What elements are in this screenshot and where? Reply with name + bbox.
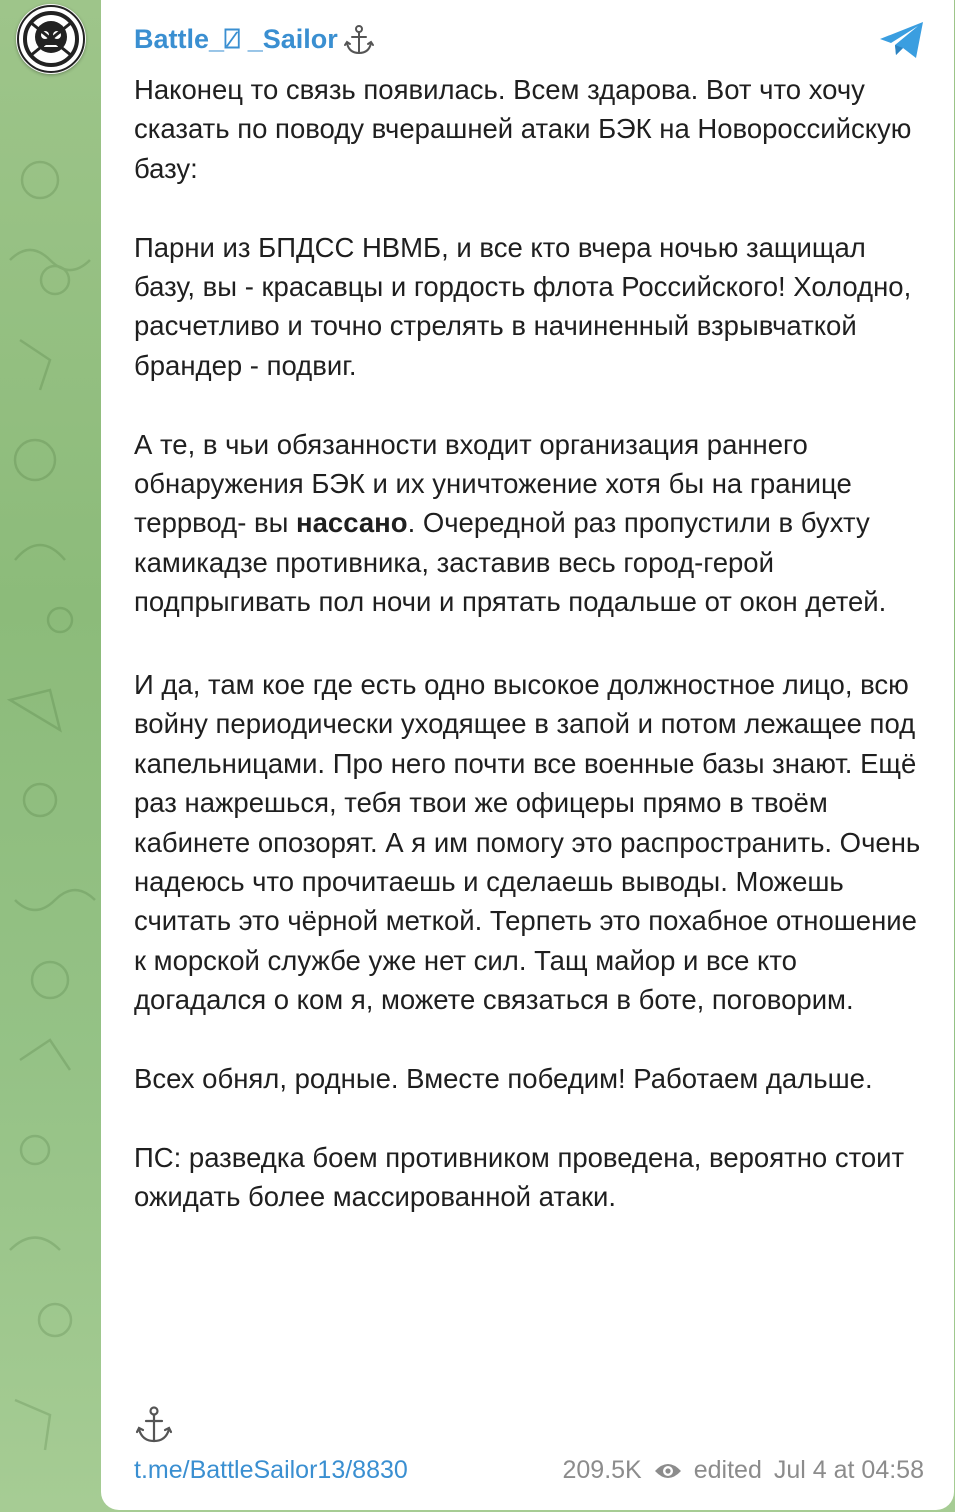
paragraph-text: . Очередной раз пропустили в бухту камикадзе противника, заставив весь город-герой подпрыгивать пол ночи и прятать подальше от окон детей. xyxy=(134,507,887,618)
message-paragraph: Всех обнял, родные. Вместе победим! Работаем дальше. xyxy=(134,1063,873,1095)
channel-avatar[interactable] xyxy=(16,4,86,74)
telegram-plane-icon[interactable] xyxy=(878,20,926,60)
bold-text: нассано xyxy=(296,507,408,539)
message-meta xyxy=(563,1456,925,1485)
message-bubble xyxy=(101,0,954,1510)
eye-icon xyxy=(654,1461,682,1481)
message-footer xyxy=(134,1452,924,1492)
message-paragraph: Наконец то связь появилась. Всем здарова. Вот что хочу сказать по поводу вчерашней атаки БЭК на Новороссийскую базу: xyxy=(134,74,912,184)
view-count: 209.5K xyxy=(562,1456,642,1484)
message-paragraph: И да, там кое где есть одно высокое должностное лицо, всю войну периодически уходящее в запой и потом лежащее под капельницами. Про него почти все военные базы знают. Ещё раз нажрешься, тебя твои же офицеры прямо в твоём кабинете опозорят. А я им помогу это распространить. Очень надеюсь что прочитаешь и сделаешь выводы. Можешь считать это чёрной меткой. Терпеть это похабное отношение к морской службе уже нет сил. Тащ майор и все кто догадался о ком я, можете связаться в боте, поговорим. xyxy=(134,669,921,1016)
anchor-icon xyxy=(342,23,376,57)
edited-label: edited xyxy=(693,1456,762,1484)
message-paragraph: Парни из БПДСС НВМБ, и все кто вчера ночью защищал базу, вы - красавцы и гордость флота Российского! Холодно, расчетливо и точно стрелять в начиненный взрывчаткой брандер - подвиг. xyxy=(134,231,912,381)
message-header xyxy=(134,20,376,60)
paragraph-text: А те, в чьи обязанности входит организация раннего обнаружения БЭК и их уничтожение хотя бы на границе террвод- вы xyxy=(134,428,852,539)
anchor-icon xyxy=(134,1405,174,1445)
channel-avatar-skull-logo xyxy=(16,4,86,74)
message-paragraph: ПС: разведка боем противником проведена, вероятно стоит ожидать более массированной атаки. xyxy=(134,1141,905,1213)
channel-name[interactable]: Battle_⍁ _Sailor xyxy=(134,24,338,54)
post-link[interactable]: t.me/BattleSailor13/8830 xyxy=(134,1456,408,1484)
message-timestamp: Jul 4 at 04:58 xyxy=(773,1456,924,1484)
message-text xyxy=(134,70,934,1217)
message-paragraph xyxy=(134,425,934,622)
